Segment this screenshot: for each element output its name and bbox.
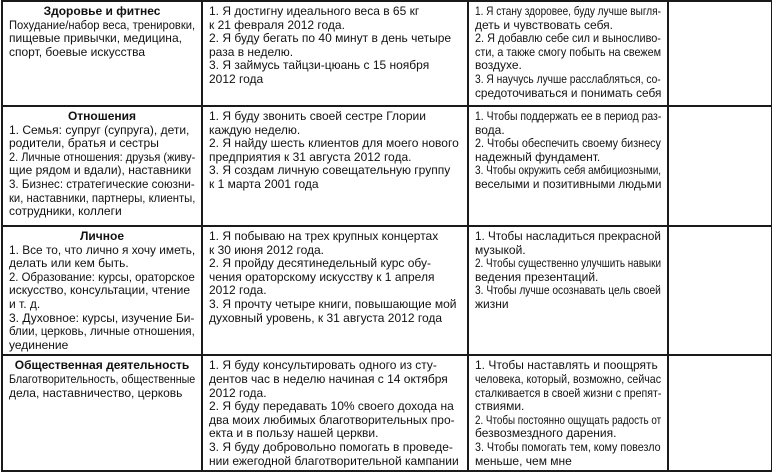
empty-cell xyxy=(668,355,772,471)
category-description-line: сотрудники, коллеги xyxy=(9,204,122,219)
reason-line: жизни xyxy=(475,296,509,311)
reason-line: средоточиваться и понимать себя xyxy=(475,85,662,100)
goal-line: чения ораторскому искусству к 1 апреля xyxy=(209,269,435,284)
category-cell xyxy=(2,226,202,355)
reason-line: музыкой. xyxy=(475,242,526,257)
goal-line: 3. Я займусь тайцзи-цюань с 15 ноября xyxy=(209,58,430,73)
reason-line: 1. Я стану здоровее, буду лучше выгля- xyxy=(475,4,661,18)
reason-line: ведения презентаций. xyxy=(475,269,599,284)
goal-line: 2. Я найду шесть клиентов для моего нового xyxy=(209,136,459,151)
category-description-line: родители, братья и сестры xyxy=(9,136,159,151)
reason-line: человека, который, возможно, сейчас xyxy=(475,371,662,386)
goal-line: 1. Я буду звонить своей сестре Глории xyxy=(209,109,426,123)
category-description-line: Похудание/набор веса, тренировки, xyxy=(9,17,196,32)
table-row-community xyxy=(2,355,772,471)
reason-line: веселыми и позитивными людьми xyxy=(475,176,662,191)
goal-line: екта и в пользу нашей церкви. xyxy=(209,426,379,441)
goal-line: дентов час в неделю начиная с 14 октября xyxy=(209,371,448,386)
goal-line: два моих любимых благотворительных про- xyxy=(209,412,455,427)
category-description-line: 3. Бизнес: стратегические союзни- xyxy=(9,176,195,191)
category-title: Здоровье и фитнес xyxy=(43,4,161,18)
goal-line: 1. Я побываю на трех крупных концертах xyxy=(209,229,439,243)
table-row-health-fitness xyxy=(2,1,772,106)
table-row-relationships xyxy=(2,106,772,226)
reason-line: 3. Чтобы окружить себя амбициозными, xyxy=(475,163,662,178)
goal-line: каждую неделю. xyxy=(209,122,301,137)
goal-line: духовный уровень, к 31 августа 2012 года xyxy=(209,310,443,325)
reason-line: 3. Чтобы лучше осознавать цель своей xyxy=(475,283,661,298)
empty-cell xyxy=(668,1,772,106)
category-description-line: и т. д. xyxy=(9,296,41,311)
goals-cell xyxy=(202,106,468,226)
goal-line: 2012 года. xyxy=(209,385,267,400)
empty-cell xyxy=(668,226,772,355)
goal-line: 2. Я пройду десятинедельный курс обу- xyxy=(209,256,431,271)
goal-line: 2012 года. xyxy=(209,283,267,298)
reason-line: сталкивается в своей жизни с препят- xyxy=(475,385,662,400)
reasons-cell xyxy=(468,1,668,106)
reasons-cell xyxy=(468,106,668,226)
category-description-line: ки, наставники, партнеры, клиенты, xyxy=(9,190,196,205)
goals-table xyxy=(1,0,772,472)
category-cell xyxy=(2,355,202,471)
goals-table-body xyxy=(2,1,772,471)
reason-line: сти, а также смогу побыть на свежем xyxy=(475,44,662,59)
goals-cell xyxy=(202,1,468,106)
reason-line: 2. Чтобы обеспечить своему бизнесу xyxy=(475,136,661,151)
goal-line: 1. Я достигну идеального веса в 65 кг xyxy=(209,4,420,18)
goal-line: 2. Я буду бегать по 40 минут в день четыре xyxy=(209,31,452,46)
category-description-line: блии, церковь, личные отношения, xyxy=(9,324,195,339)
reason-line: 1. Чтобы поддержать ее в период раз- xyxy=(475,109,662,123)
reason-line: 3. Чтобы помогать тем, кому повезло xyxy=(475,439,661,454)
category-description-line: спорт, боевые искусства xyxy=(9,44,146,59)
goal-line: 2. Я буду передавать 10% своего дохода на xyxy=(209,399,454,414)
category-description-line: 2. Образование: курсы, ораторское xyxy=(9,269,195,284)
category-description-line: пищевые привычки, медицина, xyxy=(9,31,182,46)
category-description-line: уединение xyxy=(9,337,69,352)
reason-line: воздухе. xyxy=(475,58,522,73)
reason-line: 2. Чтобы существенно улучшить навыки xyxy=(475,256,662,271)
category-description-line: 2. Личные отношения: друзья (живу- xyxy=(9,149,196,164)
empty-cell xyxy=(668,106,772,226)
category-title: Личное xyxy=(79,229,124,243)
goal-line: 1. Я буду консультировать одного из сту- xyxy=(209,358,437,373)
goal-line: 3. Я создам личную совещательную группу xyxy=(209,163,451,178)
reasons-cell xyxy=(468,226,668,355)
category-description-line: дела, наставничество, церковь xyxy=(9,385,183,400)
category-description-line: 1. Все то, что лично я хочу иметь, xyxy=(9,242,196,257)
goal-line: к 1 марта 2001 года xyxy=(209,176,319,191)
reason-line: надежный фундамент. xyxy=(475,149,601,164)
goal-line: 3. Я буду добровольно помогать в проведе- xyxy=(209,439,453,454)
goals-cell xyxy=(202,355,468,471)
category-description-line: Благотворительность, общественные xyxy=(9,371,196,386)
category-description-line: щие рядом и вдали), наставники xyxy=(9,163,192,178)
reason-line: безвозмездного дарения. xyxy=(475,426,617,441)
goal-line: предприятия к 31 августа 2012 года. xyxy=(209,149,412,164)
reason-line: ствиями. xyxy=(475,399,525,414)
goal-line: 2012 года xyxy=(209,71,264,86)
category-title: Общественная деятельность xyxy=(14,358,190,373)
reason-line: 1. Чтобы насладиться прекрасной xyxy=(475,229,661,243)
reason-line: вода. xyxy=(475,122,505,137)
table-row-personal xyxy=(2,226,772,355)
goal-line: 3. Я прочту четыре книги, повышающие мой xyxy=(209,296,457,311)
category-description-line: 3. Духовное: курсы, изучение Би- xyxy=(9,310,195,325)
category-cell xyxy=(2,1,202,106)
category-title: Отношения xyxy=(67,109,137,123)
goals-cell xyxy=(202,226,468,355)
reason-line: 1. Чтобы наставлять и поощрять xyxy=(475,358,658,373)
reason-line: 3. Я научусь лучше расслабляться, со- xyxy=(475,71,661,86)
category-description-line: делать или кем быть. xyxy=(9,256,129,271)
goal-line: к 30 июня 2012 года. xyxy=(209,242,324,257)
category-description-line: искусство, консультации, чтение xyxy=(9,283,191,298)
goal-line: нии ежегодной благотворительной кампании xyxy=(209,453,459,468)
reason-line: 2. Чтобы постоянно ощущать радость от xyxy=(475,412,662,427)
category-description-line: 1. Семья: супруг (супруга), дети, xyxy=(9,122,190,137)
category-cell xyxy=(2,106,202,226)
reasons-cell xyxy=(468,355,668,471)
reason-line: меньше, чем мне xyxy=(475,453,572,468)
goal-line: к 21 февраля 2012 года. xyxy=(209,17,345,32)
reason-line: деть и чувствовать себя. xyxy=(475,17,614,32)
reason-line: 2. Я добавлю себе сил и выносливо- xyxy=(475,31,661,46)
goal-line: раза в неделю. xyxy=(209,44,294,59)
